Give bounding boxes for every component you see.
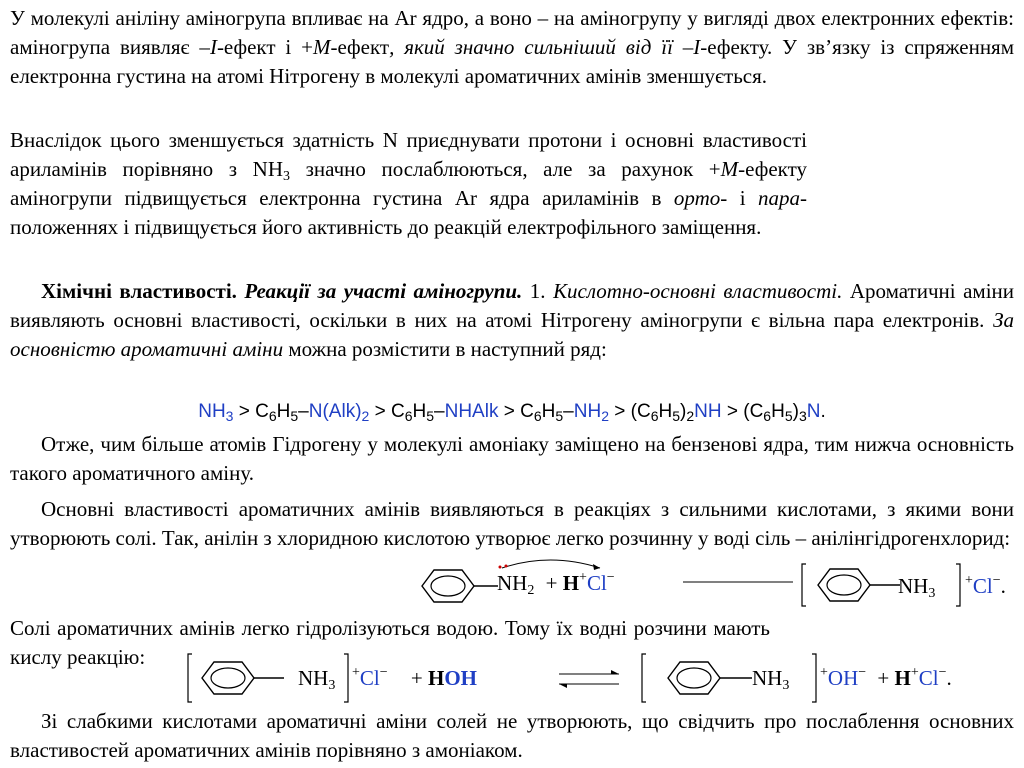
product-bracket-icon (640, 652, 818, 704)
subscript: 5 (290, 408, 299, 424)
text: > (C (608, 401, 651, 422)
text: H (771, 401, 785, 422)
text: -ефекту. У зв’язку із спряженням електронна густина на атомі Нітрогену в молекулі ароматичних амінів зменшується. (10, 35, 1015, 88)
salt-formula (298, 664, 335, 693)
formula: NH (694, 401, 722, 422)
basicity-series (0, 397, 1024, 426)
text: > C (233, 401, 269, 422)
text: -ефект (330, 35, 390, 59)
text: можна розмістити в наступний ряд: (283, 337, 607, 361)
text: H (658, 401, 673, 422)
subscript: 6 (650, 408, 659, 424)
superscript: − (938, 665, 947, 680)
text: орто (673, 186, 721, 210)
subscript: 6 (533, 408, 542, 424)
paragraph-salts: Основні властивості ароматичних амінів виявляються в реакціях з сильними кислотами, з якими вони утворюють солі. Так, анілін з хлоридною кислотою утворює легко розчинну у воді сіль – анілінгідрогенхлорид: (10, 497, 1014, 550)
formula: NHAlk (444, 401, 499, 422)
text: 1. (522, 279, 554, 303)
text: OH (827, 666, 859, 690)
text: H (562, 571, 580, 595)
formula: N(Alk) (308, 401, 362, 422)
text: NH (298, 666, 329, 690)
text: I (693, 35, 701, 59)
text: . (1000, 574, 1006, 598)
reactant-formula (497, 569, 615, 598)
subscript: 5 (672, 408, 681, 424)
subheading: Реакції за участі аміногрупи. (236, 279, 523, 303)
superscript: + (820, 665, 828, 680)
product-formula (752, 664, 789, 693)
text: H (541, 401, 556, 422)
text: NH (752, 666, 783, 690)
subscript: 3 (782, 678, 790, 693)
text: I (209, 35, 217, 59)
text: M (312, 35, 331, 59)
paragraph-hydrolysis: Солі ароматичних амінів легко гідролізуються водою. Тому їх водні розчини мають кислу реакцію: (10, 616, 770, 669)
superscript: + (910, 665, 919, 680)
subscript: 2 (527, 583, 535, 598)
text: Ароматичні аміни виявляють основні властивості, оскільки в них на атомі Нітрогену аміногрупи є вільна пара електронів. (10, 279, 1015, 332)
salt-counterion (352, 664, 477, 693)
equilibrium-arrows-icon (557, 668, 623, 690)
superscript: − (379, 665, 388, 680)
subscript: 2 (361, 408, 370, 424)
text: NH (898, 574, 929, 598)
text: . (946, 666, 952, 690)
text: – (298, 401, 309, 422)
paragraph-weak-acids: Зі слабкими кислотами ароматичні аміни солей не утворюють, що свідчить про послаблення основних властивостей ароматичних амінів порівняно з амоніаком. (10, 709, 1014, 762)
text: -ефект і + (216, 35, 313, 59)
product-bracket-icon (800, 562, 962, 608)
text: 3 (282, 169, 290, 184)
text: У молекулі аніліну аміногрупа впливає на Ar ядро, а воно – на аміногрупу у вигляді двох електронних ефектів: аміногрупа виявляє – (10, 6, 1014, 59)
subscript: 3 (798, 408, 807, 424)
text: ) (792, 401, 799, 422)
formula: NH (198, 401, 226, 422)
superscript: − (992, 573, 1001, 588)
paragraph-intro (10, 4, 1014, 91)
text: -ефекту аміногрупи підвищується електронна густина Ar ядра ариламінів в (10, 157, 807, 210)
text: + (877, 666, 890, 690)
superscript: + (352, 665, 360, 680)
superscript: + (965, 573, 973, 588)
text: – (434, 401, 445, 422)
text: H (894, 666, 911, 690)
text: -положеннях і підвищується його активність до реакцій електрофільного заміщення. (10, 186, 807, 239)
text: Cl (586, 571, 607, 595)
text: ) (680, 401, 687, 422)
subscript: 6 (404, 408, 413, 424)
text: Cl (359, 666, 380, 690)
text: > C (369, 401, 405, 422)
paragraph-chemical-properties (10, 277, 1014, 364)
superscript: − (858, 665, 867, 680)
subscript: 6 (268, 408, 277, 424)
text: M (720, 157, 739, 181)
text: + (410, 666, 423, 690)
product-counterion (965, 572, 1006, 601)
text: + (545, 571, 558, 595)
text: Cl (972, 574, 993, 598)
text: H (412, 401, 427, 422)
text: За основністю ароматичні аміни (10, 308, 1014, 361)
text: - і (720, 186, 758, 210)
text: Кислотно-основні властивості. (553, 279, 843, 303)
product-ions (820, 664, 952, 693)
paragraph-basicity (10, 126, 807, 242)
text: NH (497, 571, 528, 595)
paragraph-conclusion: Отже, чим більше атомів Гідрогену у молекулі амоніаку заміщено на бензенові ядра, тим нижча основність такого ароматичного аміну. (10, 432, 1014, 485)
formula: NH (573, 401, 602, 422)
subscript: 2 (686, 408, 695, 424)
product-formula (898, 572, 935, 601)
subscript: 6 (763, 408, 772, 424)
subscript: 5 (426, 408, 435, 424)
text: Cl (918, 666, 939, 690)
superscript: + (579, 570, 587, 585)
text: – (563, 401, 574, 422)
reaction-arrow-icon (683, 576, 795, 588)
text: . (820, 401, 826, 422)
text: > (C (721, 401, 764, 422)
subscript: 5 (784, 408, 793, 424)
text: H (276, 401, 291, 422)
text: Внаслідок цього зменшується здатність N приєднувати протони і основні властивості ариламінів порівняно з NH (10, 128, 807, 181)
subscript: 3 (328, 678, 336, 693)
text: > C (498, 401, 534, 422)
text: H (428, 666, 445, 690)
heading: Хімічні властивості. (41, 279, 237, 303)
text: пара (758, 186, 800, 210)
subscript: 2 (601, 408, 609, 424)
text: OH (444, 666, 478, 690)
benzene-ring-icon (410, 566, 500, 606)
text: , який значно сильніший від її – (389, 35, 694, 59)
subscript: 5 (555, 408, 564, 424)
superscript: − (606, 570, 615, 585)
subscript: 3 (928, 586, 936, 601)
text: значно послаблюються, але за рахунок + (289, 157, 721, 181)
formula: N (806, 401, 821, 422)
subscript: 3 (225, 408, 234, 424)
